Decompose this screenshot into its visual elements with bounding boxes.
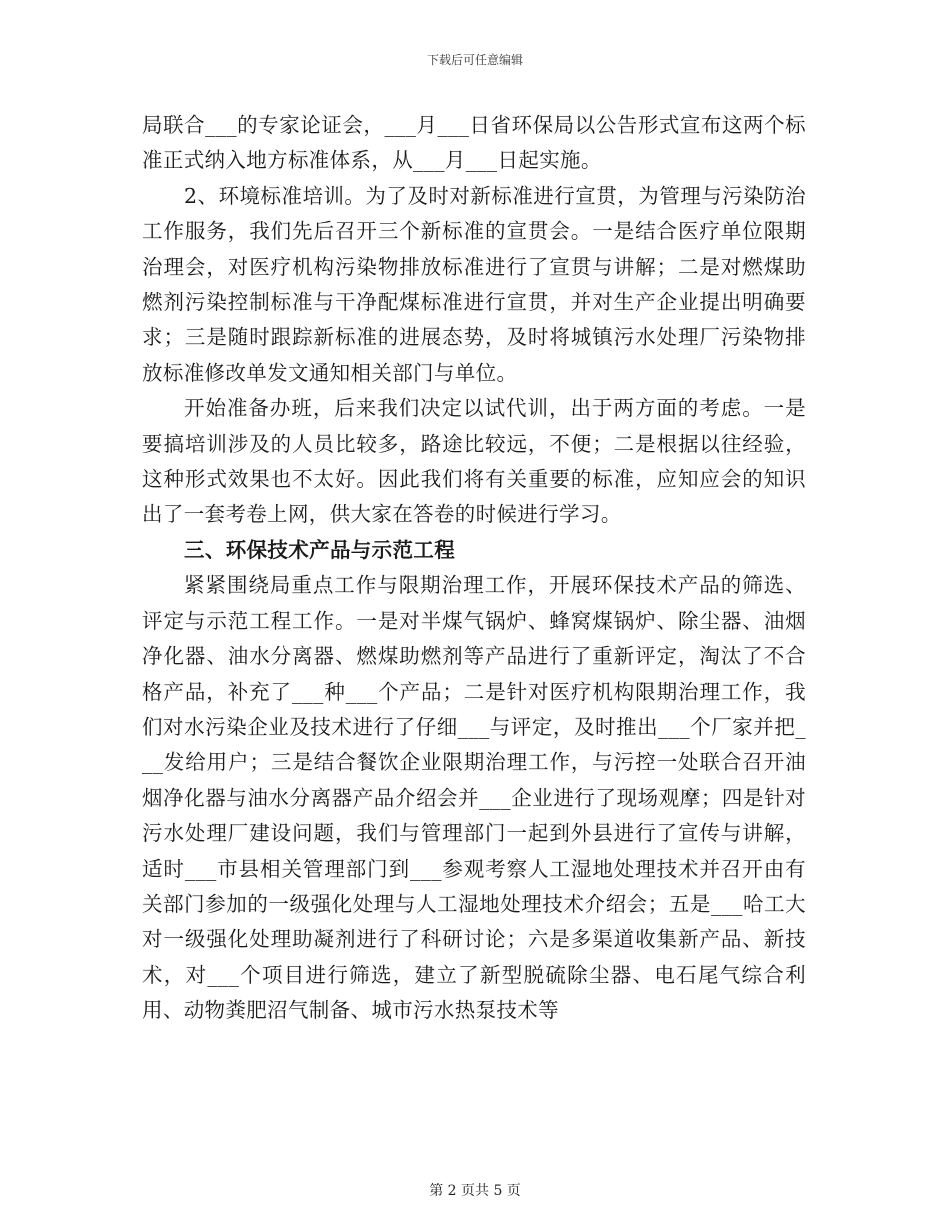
- section-heading: 三、环保技术产品与示范工程: [184, 537, 456, 562]
- page-footer: 第 2 页共 5 页: [429, 1183, 521, 1199]
- paragraph-continuation: 局联合___的专家论证会，___月___日省环保局以公告形式宣布这两个标准正式纳入地方标准体系，从___月___日起实施。: [142, 113, 806, 173]
- page-header: 下载后可任意编辑: [426, 53, 523, 67]
- paragraph-tech-products: 紧紧围绕局重点工作与限期治理工作，开展环保技术产品的筛选、评定与示范工程工作。一是对半煤气锅炉、蜂窝煤锅炉、除尘器、油烟净化器、油水分离器、燃煤助燃剂等产品进行了重新评定，淘汰了不合格产品，补充了___种___个产品；二是针对医疗机构限期治理工作，我们对水污染企业及技术进行了仔细___与评定，及时推出___个厂家并把___发给用户；三是结合餐饮企业限期治理工作，与污控一处联合召开油烟净化器与油水分离器产品介绍会并___企业进行了现场观摩；四是针对污水处理厂建设问题，我们与管理部门一起到外县进行了宣传与讲解，适时___市县相关管理部门到___参观考察人工湿地处理技术并召开由有关部门参加的一级强化处理与人工湿地处理技术介绍会；五是___哈工大对一级强化处理助凝剂进行了科研讨论；六是多渠道收集新产品、新技术，对___个项目进行筛选，建立了新型脱硫除尘器、电石尾气综合利用、动物粪肥沼气制备、城市污水热泵技术等: [142, 573, 806, 1023]
- paragraph-exam-training: 开始准备办班，后来我们决定以试代训，出于两方面的考虑。一是要搞培训涉及的人员比较多，路途比较远，不便；二是根据以往经验，这种形式效果也不太好。因此我们将有关重要的标准，应知应会的知识出了一套考卷上网，供大家在答卷的时候进行学习。: [142, 396, 806, 527]
- document-body: [142, 108, 806, 1029]
- paragraph-standard-training: 2、环境标准培训。为了及时对新标准进行宣贯，为管理与污染防治工作服务，我们先后召开三个新标准的宣贯会。一是结合医疗单位限期治理会，对医疗机构污染物排放标准进行了宣贯与讲解；二是对燃煤助燃剂污染控制标准与干净配煤标准进行宣贯，并对生产企业提出明确要求；三是随时跟踪新标准的进展态势，及时将城镇污水处理厂污染物排放标准修改单发文通知相关部门与单位。: [142, 183, 806, 385]
